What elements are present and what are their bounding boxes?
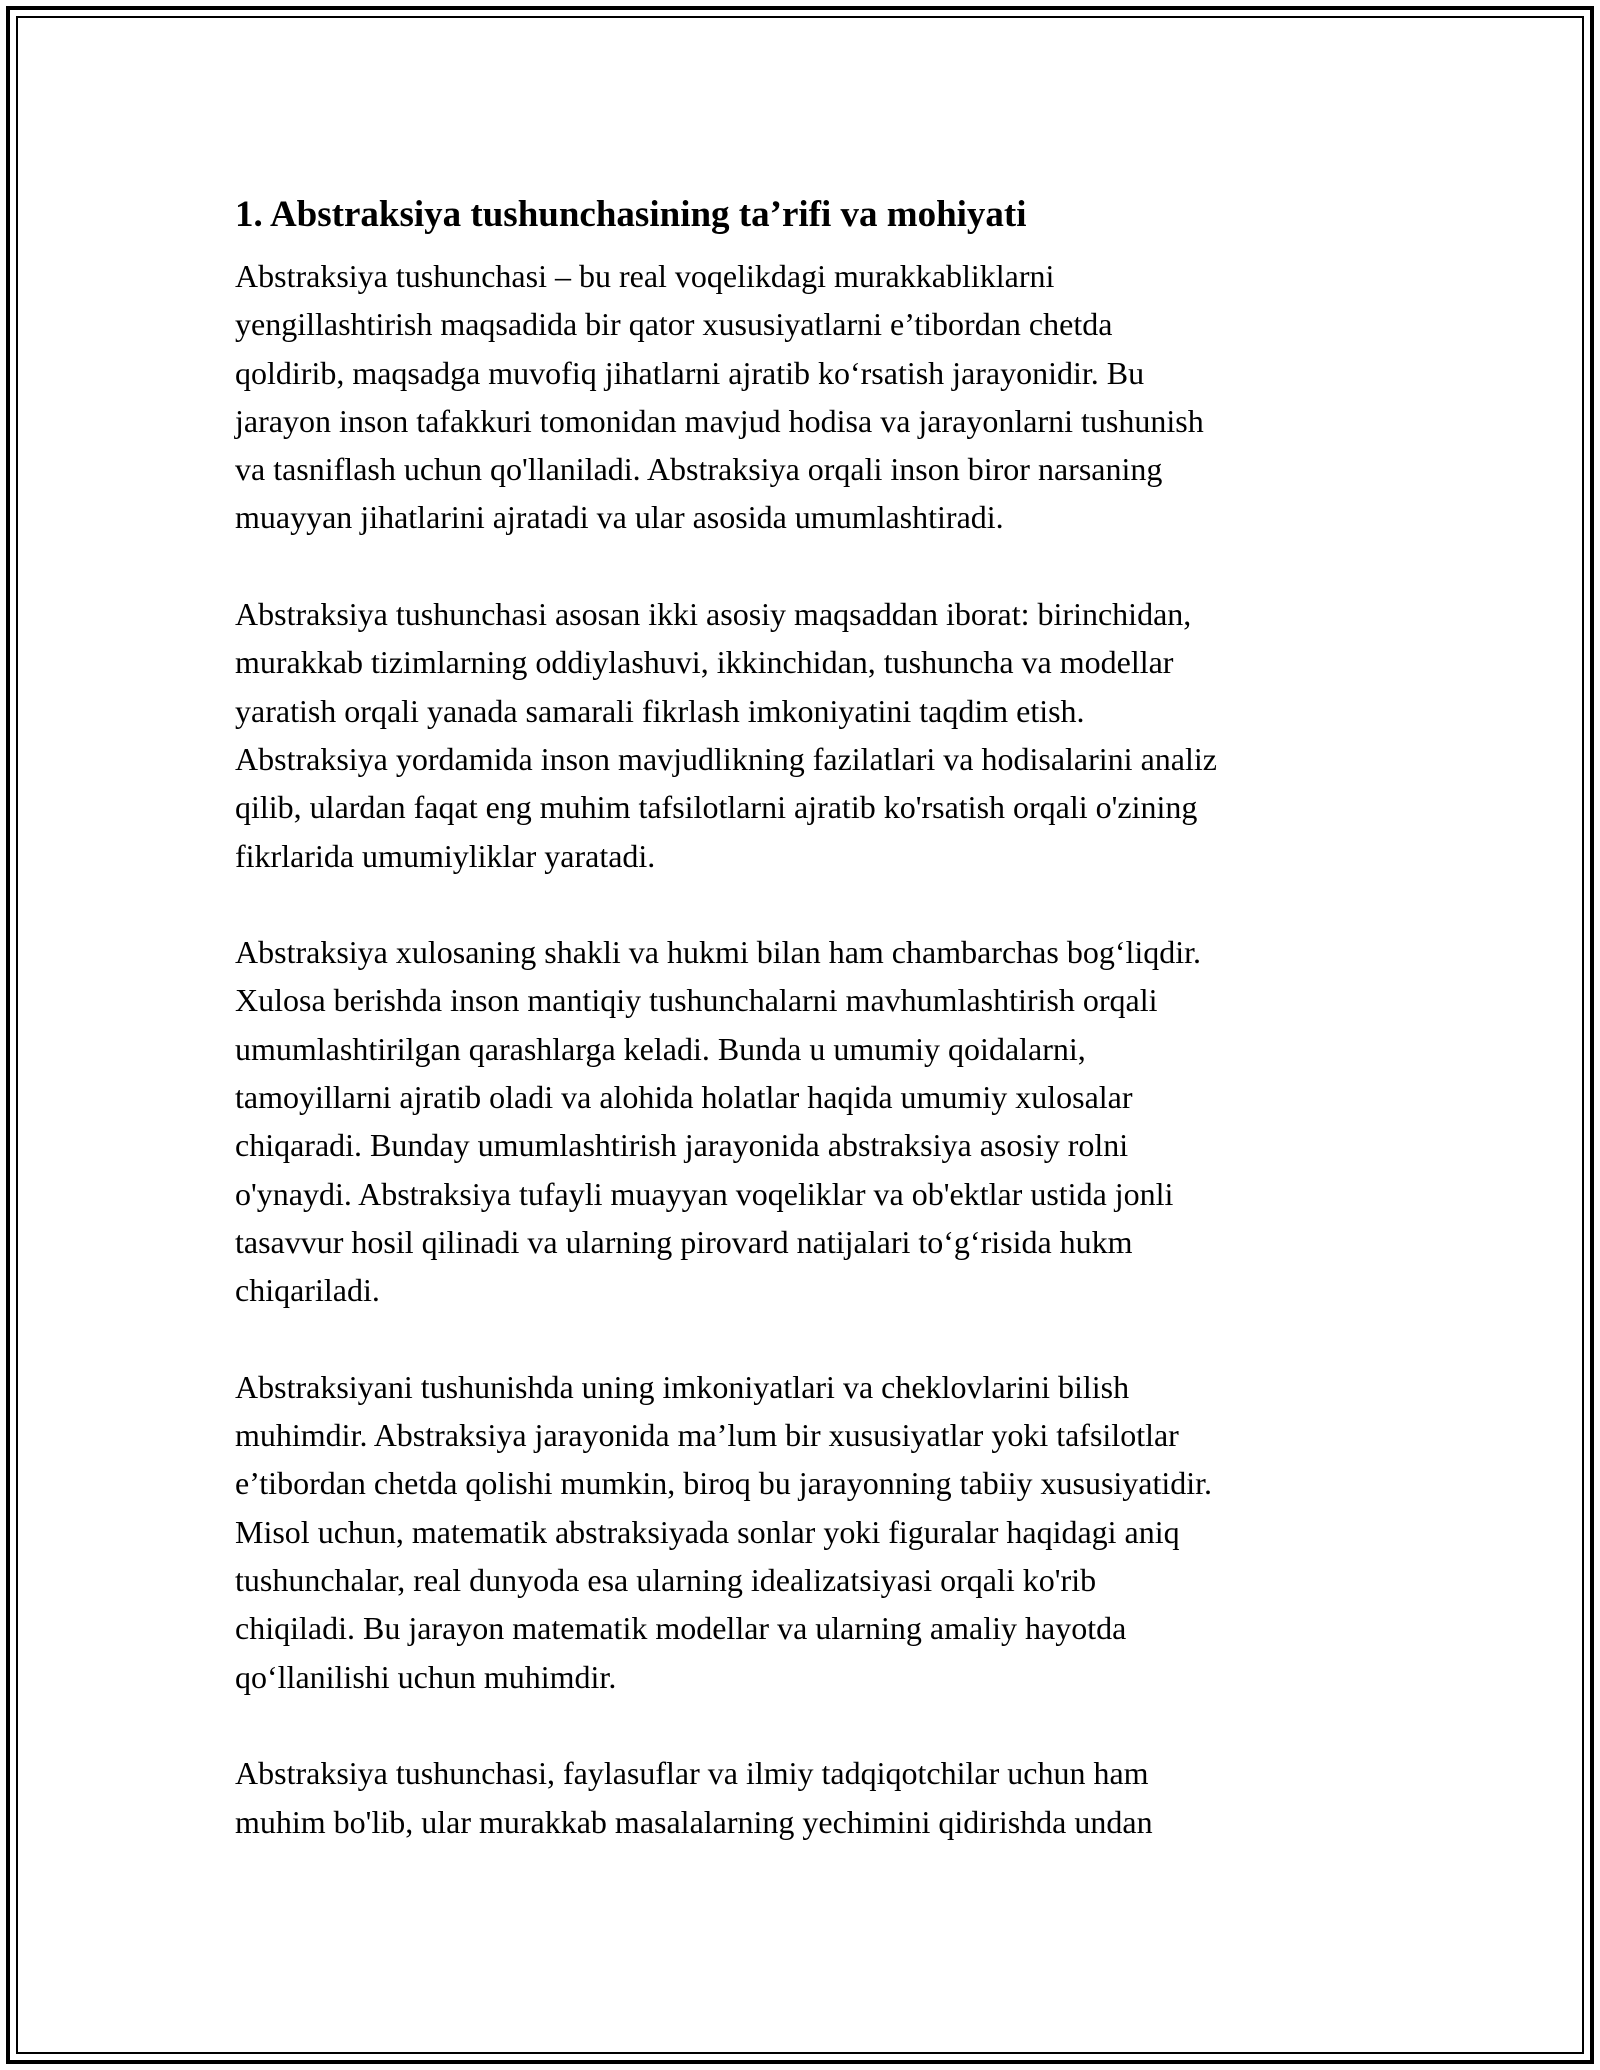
- text-line: va tasniflash uchun qo'llaniladi. Abstraksiya orqali inson biror narsaning: [235, 451, 1163, 488]
- text-line: Abstraksiya tushunchasi, faylasuflar va ilmiy tadqiqotchilar uchun ham: [235, 1755, 1149, 1792]
- paragraph-5: [235, 1749, 1365, 1846]
- text-line: jarayon inson tafakkuri tomonidan mavjud hodisa va jarayonlarni tushunish: [235, 402, 1204, 439]
- text-line: muhim bo'lib, ular murakkab masalalarning yechimini qidirishda undan: [235, 1803, 1153, 1840]
- document-body: [235, 186, 1365, 1894]
- text-line: chiqariladi.: [235, 1272, 380, 1309]
- text-line: Abstraksiya tushunchasi – bu real voqelikdagi murakkabliklarni: [235, 258, 1055, 294]
- text-line: qilib, ulardan faqat eng muhim tafsilotlarni ajratib ko'rsatish orqali o'zining: [235, 789, 1198, 826]
- text-line: Xulosa berishda inson mantiqiy tushunchalarni mavhumlashtirish orqali: [235, 982, 1158, 1019]
- section-heading: 1. Abstraksiya tushunchasining ta’rifi va mohiyati: [235, 194, 1027, 235]
- text-line: yaratish orqali yanada samarali fikrlash imkoniyatini taqdim etish.: [235, 692, 1085, 729]
- text-line: fikrlarida umumiyliklar yaratadi.: [235, 837, 656, 874]
- text-line: muayyan jihatlarini ajratadi va ular asosida umumlashtiradi.: [235, 499, 1004, 536]
- paragraph-container: [235, 252, 1365, 1846]
- text-line: Abstraksiya xulosaning shakli va hukmi bilan ham chambarchas bog‘liqdir.: [235, 934, 1202, 971]
- text-line: tushunchalar, real dunyoda esa ularning idealizatsiyasi orqali ko'rib: [235, 1562, 1097, 1599]
- text-line: Abstraksiyani tushunishda uning imkoniyatlari va cheklovlarini bilish: [235, 1368, 1130, 1405]
- text-line: o'ynaydi. Abstraksiya tufayli muayyan voqeliklar va ob'ektlar ustida jonli: [235, 1175, 1174, 1212]
- paragraph-3: [235, 928, 1365, 1314]
- text-line: e’tibordan chetda qolishi mumkin, biroq bu jarayonning tabiiy xususiyatidir.: [235, 1465, 1213, 1502]
- paragraph-4: [235, 1363, 1365, 1701]
- text-line: yengillashtirish maqsadida bir qator xususiyatlarni e’tibordan chetda: [235, 306, 1113, 343]
- text-line: Abstraksiya tushunchasi asosan ikki asosiy maqsaddan iborat: birinchidan,: [235, 596, 1192, 633]
- text-line: Abstraksiya yordamida inson mavjudlikning fazilatlari va hodisalarini analiz: [235, 740, 1217, 777]
- text-line: muhimdir. Abstraksiya jarayonida ma’lum bir xususiyatlar yoki tafsilotlar: [235, 1417, 1179, 1454]
- paragraph-1: [235, 252, 1365, 542]
- text-line: Misol uchun, matematik abstraksiyada sonlar yoki figuralar haqidagi aniq: [235, 1513, 1180, 1550]
- text-line: umumlashtirilgan qarashlarga keladi. Bunda u umumiy qoidalarni,: [235, 1030, 1086, 1067]
- text-line: qoldirib, maqsadga muvofiq jihatlarni ajratib ko‘rsatish jarayonidir. Bu: [235, 354, 1145, 391]
- text-line: tasavvur hosil qilinadi va ularning pirovard natijalari to‘g‘risida hukm: [235, 1223, 1133, 1260]
- text-line: chiqiladi. Bu jarayon matematik modellar va ularning amaliy hayotda: [235, 1610, 1127, 1647]
- text-line: chiqaradi. Bunday umumlashtirish jarayonida abstraksiya asosiy rolni: [235, 1127, 1129, 1164]
- paragraph-2: [235, 590, 1365, 880]
- text-line: qo‘llanilishi uchun muhimdir.: [235, 1658, 617, 1695]
- text-line: murakkab tizimlarning oddiylashuvi, ikkinchidan, tushuncha va modellar: [235, 644, 1174, 681]
- text-line: tamoyillarni ajratib oladi va alohida holatlar haqida umumiy xulosalar: [235, 1079, 1133, 1116]
